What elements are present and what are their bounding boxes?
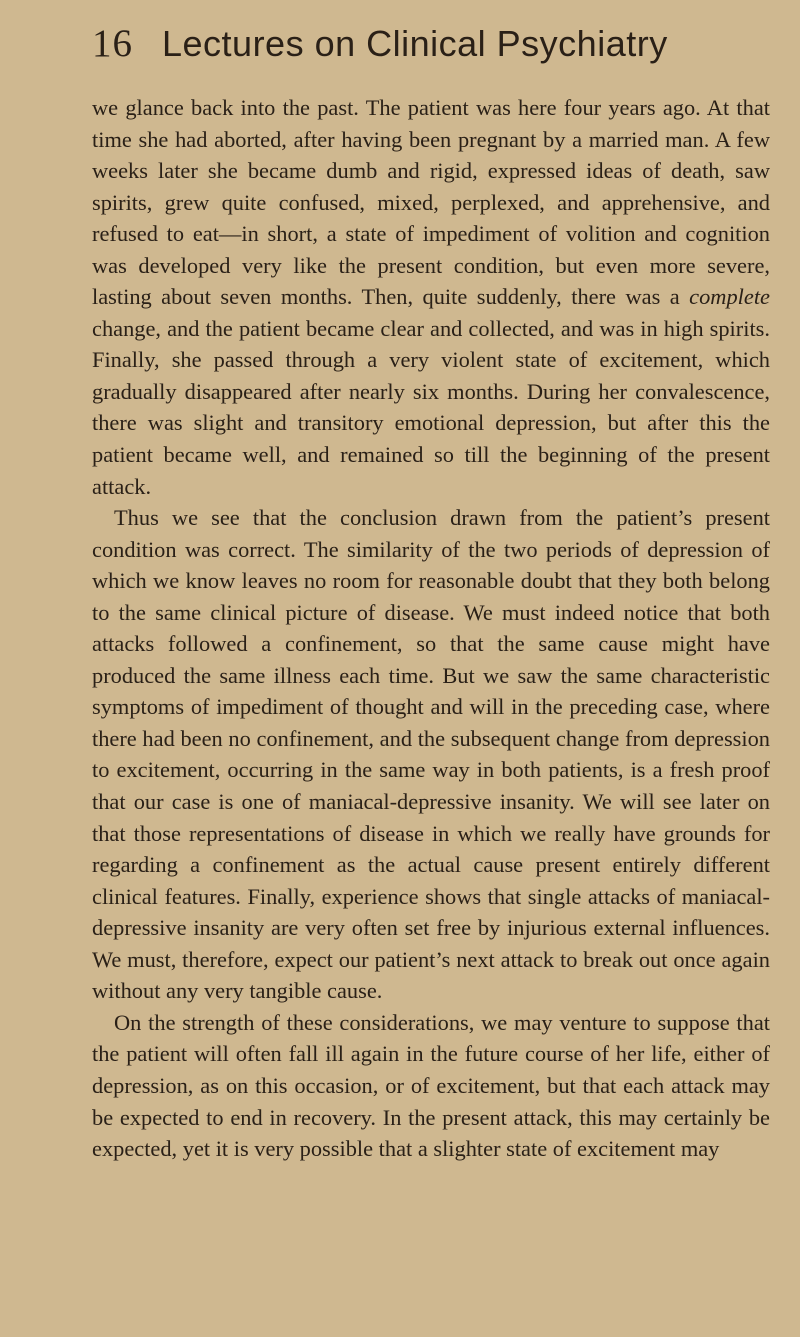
page-header	[92, 14, 712, 74]
body-text	[92, 92, 770, 1165]
paragraph-2: Thus we see that the conclusion drawn from the patient’s present condition was correct. The similarity of the two periods of depression of which we know leaves no room for reasonable doubt that they both belong to the same clinical picture of disease. We must indeed notice that both attacks followed a confinement, so that the same cause might have produced the same illness each time. But we saw the same characteristic symptoms of impediment of thought and will in the preceding case, where there had been no confinement, and the subsequent change from depression to excitement, occurring in the same way in both patients, is a fresh proof that our case is one of maniacal-depressive insanity. We will see later on that those representations of disease in which we really have grounds for regarding a confinement as the actual cause present entirely different clinical features. Finally, experience shows that single attacks of maniacal-depressive insanity are very often set free by injurious external influences. We must, therefore, expect our patient’s next attack to break out once again without any very tangible cause.	[92, 505, 770, 1004]
running-title: Lectures on Clinical Psychiatry	[162, 23, 668, 64]
paragraph-1-after: change, and the patient became clear and collected, and was in high spirits. Finally, she passed through a very violent state of excitement, which gradually disappeared after nearly six months. During her convalescence, there was slight and transitory emotional depression, but after this the patient became well, and remained so till the beginning of the present attack.	[92, 315, 770, 499]
emphasized-word: complete	[689, 284, 770, 310]
paragraph-3: On the strength of these considerations, we may venture to suppose that the patient will often fall ill again in the future course of her life, either of depression, as on this occasion, or of excitement, but that each attack may be expected to end in recovery. In the present attack, this may certainly be expected, yet it is very possible that a slighter state of excitement may	[92, 1009, 770, 1162]
paragraph-1	[92, 92, 770, 502]
paragraph-1-before: we glance back into the past. The patient was here four years ago. At that time she had aborted, after having been pregnant by a married man. A few weeks later she became dumb and rigid, expressed ideas of death, saw spirits, grew quite confused, mixed, perplexed, and apprehensive, and refused to eat—in short, a state of impediment of volition and cognition was developed very like the present condition, but even more severe, lasting about seven months. Then, quite suddenly, there was a	[92, 95, 770, 310]
page-number: 16	[92, 22, 133, 65]
